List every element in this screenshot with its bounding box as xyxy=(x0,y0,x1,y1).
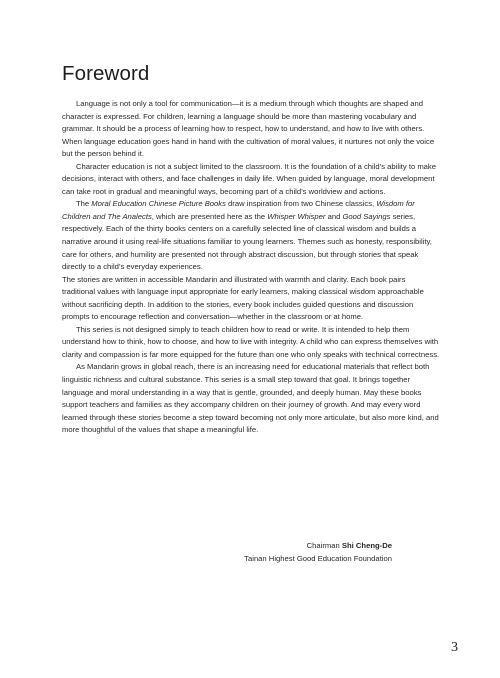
text-run: Character education is not a subject limited to the classroom. It is the foundation of a child’s ability to make decisions, interact with others, and face challenges in daily life. When guided by language, moral development can take root in gradual and meaningful ways, becoming part of a child’s worldview and actions. xyxy=(62,161,437,196)
text-run: Language is not only a tool for communication—it is a medium through which thoughts are shaped and character is expressed. For children, learning a language should be more than mastering vocabulary and grammar. It should be a process of learning how to respect, how to understand, and how to live with others. When language education goes hand in hand with the cultivation of moral values, it nurtures not only the voice but the person behind it. xyxy=(62,99,435,159)
text-run: This series is not designed simply to teach children how to read or write. It is intended to help them understand how to think, how to choose, and how to live with integrity. A child who can express themselves with clarity and compassion is far more equipped for the future than one who only speaks with technical correctness. xyxy=(62,324,440,359)
text-run: and xyxy=(325,211,343,221)
text-run: The stories are written in accessible Mandarin and illustrated with warmth and clarity. Each book pairs traditional values with language input appropriate for early learners, making classical wisdom approachable without sacrificing depth. In addition to the stories, every book includes guided questions and discussion prompts to encourage reflection and conversation—whether in the classroom or at home. xyxy=(62,274,424,322)
signature-role: Chairman xyxy=(306,541,342,550)
italic-title: Good Sayings xyxy=(342,211,391,221)
body-paragraph xyxy=(62,324,440,362)
text-run: , which are presented here as the xyxy=(151,211,268,221)
page-title: Foreword xyxy=(62,62,150,85)
italic-title: Moral Education Chinese Picture Books xyxy=(91,199,226,209)
text-run: As Mandarin grows in global reach, there is an increasing need for educational materials that reflect both linguistic richness and cultural substance. This series is a small step toward that goal. It brings together language and moral understanding in a way that is gentle, grounded, and deeply human. May these books support teachers and families as they accompany children on their journey of growth. And may every word learned through these stories become a step toward becoming not only more articulate, but also more kind, and more thoughtful of the values that shape a meaningful life. xyxy=(62,362,439,435)
body-paragraph xyxy=(62,198,440,273)
italic-title: Whisper Whisper xyxy=(267,211,326,221)
body-paragraph xyxy=(62,161,440,199)
text-run: series, respectively. Each of the thirty books centers on a carefully selected line of classical wisdom and builds a narrative around it using real-life situations familiar to young learners. Themes such as honesty, responsibility, care for others, and humility are presented not through abstract discussion, but through stories that speak directly to a child’s everyday experiences. xyxy=(62,211,432,272)
italic-title: Wisdom for Children and The Analects xyxy=(62,199,415,221)
body-paragraph xyxy=(62,361,440,436)
body-paragraph xyxy=(62,98,440,161)
signature-name: Shi Cheng-De xyxy=(341,541,392,550)
page-number: 3 xyxy=(451,640,458,655)
signature-block xyxy=(244,540,392,565)
body-paragraph xyxy=(62,274,440,324)
signature-line xyxy=(244,540,392,553)
text-run: The xyxy=(76,199,92,209)
text-run: draw inspiration from two Chinese classics, xyxy=(225,199,377,209)
signature-organization: Tainan Highest Good Education Foundation xyxy=(244,553,392,563)
foreword-body xyxy=(62,98,440,437)
